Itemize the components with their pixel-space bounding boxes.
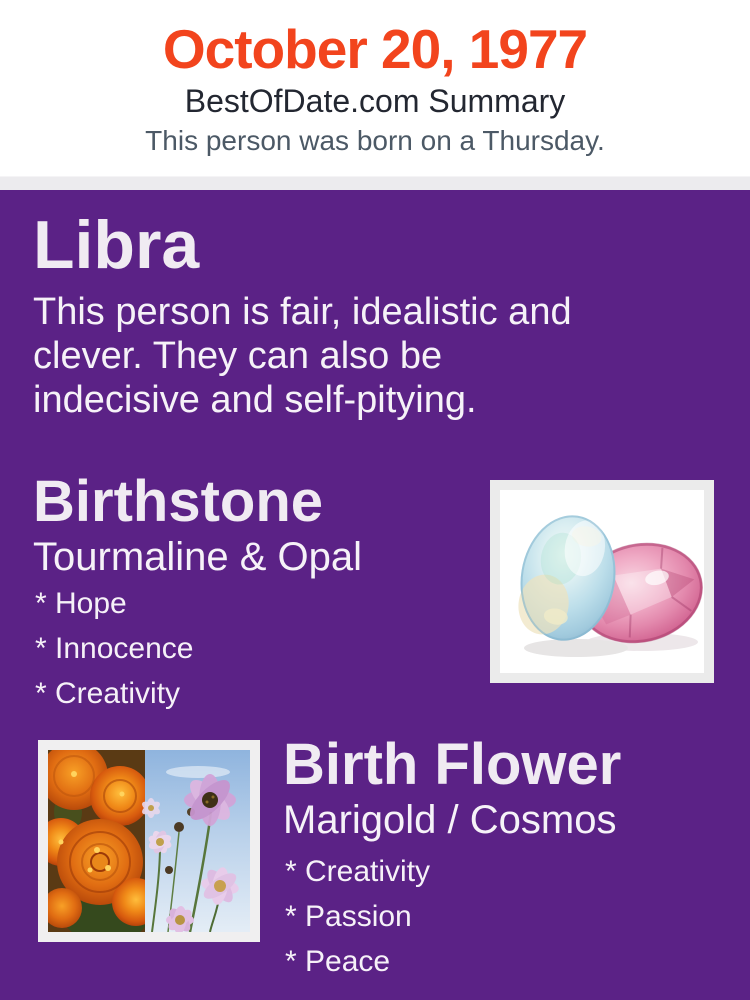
zodiac-description: This person is fair, idealistic and clever. They can also be indecisive and self-pitying. — [33, 291, 572, 421]
main-content — [0, 190, 750, 1000]
birthstone-trait: * Innocence — [35, 632, 194, 665]
birthstone-names: Tourmaline & Opal — [33, 535, 363, 579]
birth-flower-image — [48, 750, 250, 932]
birthstone-image — [500, 490, 704, 673]
header-divider — [0, 176, 750, 190]
marigold-cosmos-illustration — [48, 750, 250, 932]
header — [0, 0, 750, 176]
birthstone-trait: * Creativity — [35, 677, 181, 710]
site-summary-title: BestOfDate.com Summary — [184, 83, 566, 119]
opal-tourmaline-illustration — [500, 490, 704, 673]
birth-flower-trait: * Creativity — [285, 855, 431, 888]
birthstone-image-card — [490, 480, 714, 683]
born-day-line: This person was born on a Thursday. — [145, 125, 605, 156]
birth-flower-section-title: Birth Flower — [283, 732, 622, 797]
birthstone-trait-list — [35, 584, 193, 719]
page-title-date: October 20, 1977 — [162, 18, 588, 80]
birth-flower-trait-list — [285, 852, 430, 987]
birth-flower-image-card — [38, 740, 260, 942]
birth-flower-trait: * Peace — [285, 945, 391, 978]
birth-flower-names: Marigold / Cosmos — [283, 798, 617, 842]
birthstone-trait: * Hope — [35, 587, 127, 620]
birth-flower-trait: * Passion — [285, 900, 412, 933]
birthstone-section-title: Birthstone — [33, 469, 323, 534]
zodiac-sign-title: Libra — [33, 207, 200, 283]
